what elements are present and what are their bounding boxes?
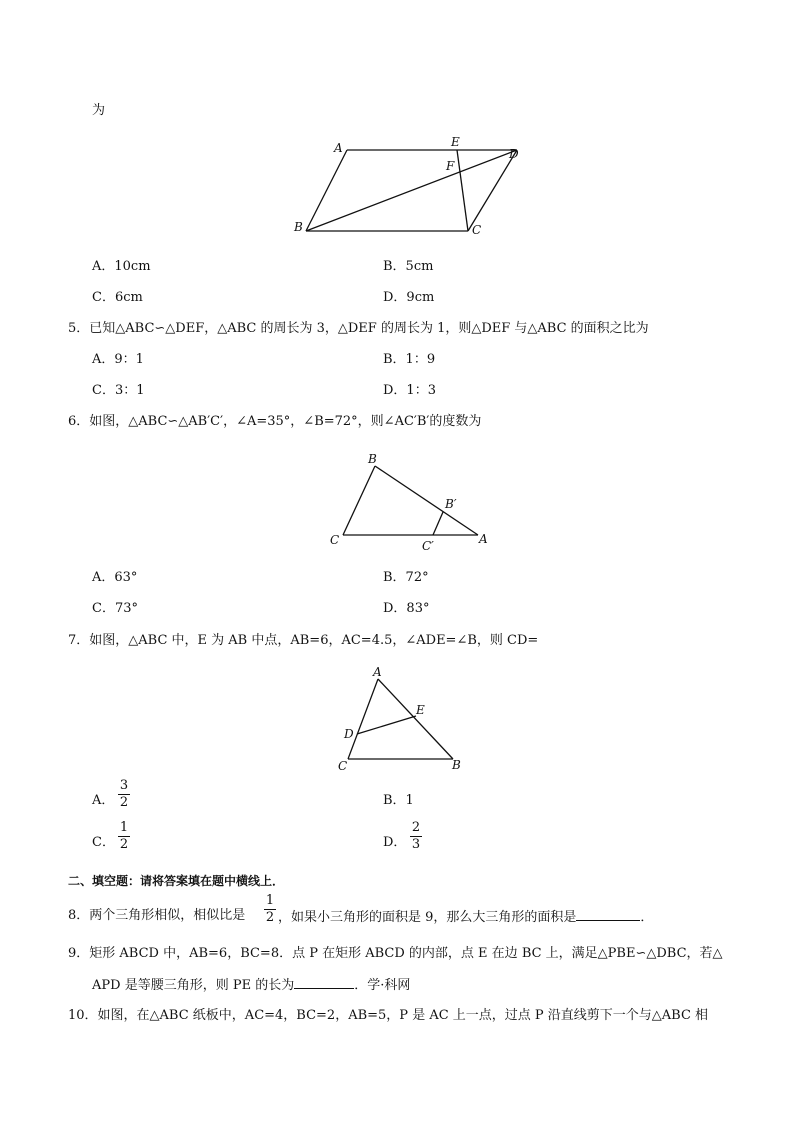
numerator: 1 [119,820,129,835]
section-heading: 二、填空题：请将答案填在题中横线上． [68,874,285,888]
q6-stem: 6．如图，△ABC∽△AB′C′，∠A=35°，∠B=72°，则∠AC′B′的度数为 [68,414,482,429]
denominator: 2 [119,795,129,810]
q5-option-c: C．3：1 [92,383,145,398]
q7-option-c-fraction [118,821,130,852]
triangle-ade-figure [330,662,470,774]
q9-text-pre: APD 是等腰三角形，则 PE 的长为 [92,978,295,993]
label-c: C [472,223,482,237]
q4-option-c: C．6cm [92,290,143,305]
label-a: A [479,532,488,546]
label-e: E [451,135,460,149]
denominator: 2 [265,910,275,925]
q4-option-a: A．10cm [92,259,151,274]
q7-option-b: B．1 [383,793,414,808]
question-fragment: 为 [92,103,106,118]
q7-stem: 7．如图，△ABC 中，E 为 AB 中点，AB=6，AC=4.5，∠ADE=∠B，则 CD= [68,633,539,648]
label-a: A [373,665,382,679]
q8-text-post: ，如果小三角形的面积是 9，那么大三角形的面积是 [278,910,577,925]
numerator: 1 [265,893,275,908]
q7-option-d-prefix: D． [383,835,407,850]
denominator: 2 [119,837,129,852]
numerator: 3 [119,778,129,793]
q5-stem: 5．已知△ABC∽△DEF，△ABC 的周长为 3，△DEF 的周长为 1，则△DEF 与△ABC 的面积之比为 [68,321,649,336]
q4-option-d: D．9cm [383,290,435,305]
label-c: C [338,759,348,773]
q8-stem-post [278,908,653,926]
answer-blank[interactable] [576,908,640,921]
label-b: B [452,758,461,772]
q7-option-c-prefix: C． [92,835,115,850]
q6-option-d: D．83° [383,601,430,616]
label-b-prime: B′ [445,497,457,511]
q7-option-d-fraction [410,821,422,852]
label-f: F [446,159,455,173]
q8-text-pre: 8．两个三角形相似，相似比是 [68,908,246,923]
label-b: B [294,220,303,234]
label-e: E [416,703,425,717]
q10-stem: 10．如图，在△ABC 纸板中，AC=4，BC=2，AB=5，P 是 AC 上一点，过点 P 沿直线剪下一个与△ABC 相 [68,1008,709,1023]
q9-stem-line2 [92,976,410,994]
q6-option-a: A．63° [92,570,138,585]
label-c: C [330,533,340,547]
q7-option-a-fraction [118,779,130,810]
label-b: B [368,452,377,466]
q8-end: ． [640,910,654,925]
denominator: 3 [411,837,421,852]
answer-blank[interactable] [294,976,354,989]
similar-triangles-figure [325,450,495,555]
parallelogram-figure [290,135,530,240]
q6-option-c: C．73° [92,601,138,616]
label-d: D [344,727,354,741]
q6-option-b: B．72° [383,570,429,585]
q8-fraction [264,894,276,925]
q7-option-a-prefix: A． [92,793,115,808]
q5-option-b: B．1：9 [383,352,436,367]
label-a: A [334,141,343,155]
q4-option-b: B．5cm [383,259,434,274]
label-c-prime: C′ [422,539,434,553]
label-d: D [509,147,519,161]
q9-stem-line1: 9．矩形 ABCD 中，AB=6，BC=8．点 P 在矩形 ABCD 的内部，点 E 在边 BC 上，满足△PBE∽△DBC，若△ [68,946,723,961]
q8-stem [68,908,245,924]
q5-option-a: A．9：1 [92,352,144,367]
q5-option-d: D．1：3 [383,383,436,398]
q9-text-post: ．学·科网 [354,978,411,993]
numerator: 2 [411,820,421,835]
